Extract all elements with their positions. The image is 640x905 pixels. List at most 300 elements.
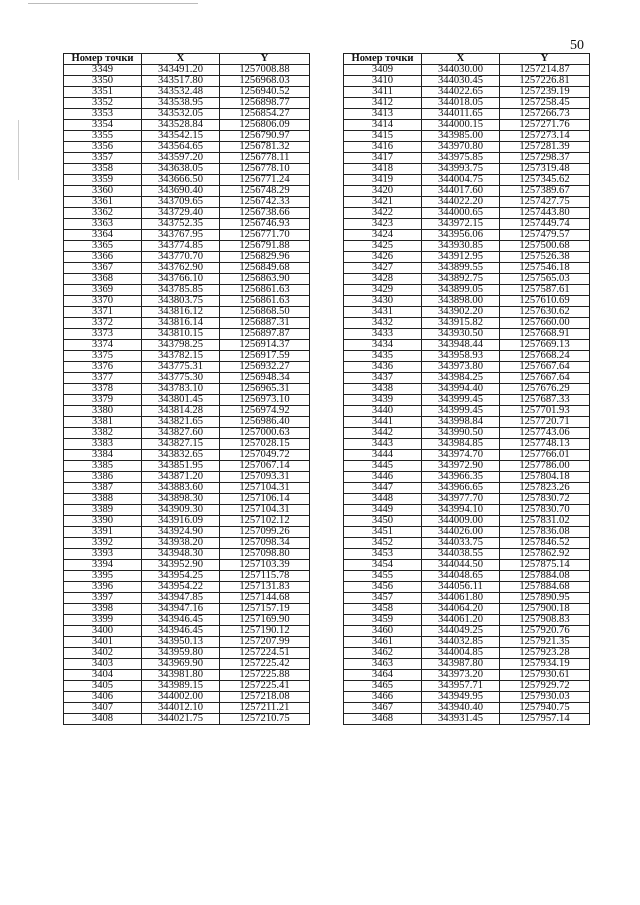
point-number-cell: 3414 [344,120,422,131]
y-coordinate-cell: 1257102.12 [220,516,310,527]
table-row [64,76,310,87]
point-number-cell: 3437 [344,373,422,384]
table-row [64,593,310,604]
y-coordinate-cell: 1257687.33 [500,395,590,406]
x-coordinate-cell: 343517.80 [142,76,220,87]
x-coordinate-cell: 343851.95 [142,461,220,472]
x-coordinate-cell: 343899.55 [422,263,500,274]
table-row [64,472,310,483]
table-row [64,197,310,208]
x-coordinate-cell: 343899.05 [422,285,500,296]
table-row [344,274,590,285]
table-row [64,208,310,219]
point-number-cell: 3428 [344,274,422,285]
table-row [344,362,590,373]
y-coordinate-cell: 1257226.81 [500,76,590,87]
y-coordinate-cell: 1257830.72 [500,494,590,505]
x-coordinate-cell: 343970.80 [422,142,500,153]
y-coordinate-cell: 1257211.21 [220,703,310,714]
x-coordinate-cell: 343947.85 [142,593,220,604]
x-coordinate-cell: 343954.25 [142,571,220,582]
point-number-cell: 3398 [64,604,142,615]
table-row [344,560,590,571]
y-coordinate-cell: 1257239.19 [500,87,590,98]
table-row [344,472,590,483]
point-number-cell: 3349 [64,65,142,76]
x-coordinate-cell: 343491.20 [142,65,220,76]
y-coordinate-cell: 1257098.80 [220,549,310,560]
table-row [64,615,310,626]
point-number-cell: 3446 [344,472,422,483]
x-coordinate-cell: 343994.40 [422,384,500,395]
x-coordinate-cell: 343972.15 [422,219,500,230]
x-coordinate-cell: 343950.13 [142,637,220,648]
table-row [64,538,310,549]
table-row [64,109,310,120]
y-coordinate-cell: 1256746.93 [220,219,310,230]
x-coordinate-cell: 343957.71 [422,681,500,692]
point-number-cell: 3465 [344,681,422,692]
x-coordinate-cell: 343871.20 [142,472,220,483]
table-row [64,164,310,175]
point-number-cell: 3426 [344,252,422,263]
x-coordinate-cell: 343638.05 [142,164,220,175]
table-row [344,395,590,406]
x-coordinate-cell: 344061.80 [422,593,500,604]
header-point: Номер точки [344,54,422,65]
y-coordinate-cell: 1257298.37 [500,153,590,164]
y-coordinate-cell: 1256863.90 [220,274,310,285]
table-row [64,285,310,296]
x-coordinate-cell: 343985.00 [422,131,500,142]
y-coordinate-cell: 1257610.69 [500,296,590,307]
y-coordinate-cell: 1257104.31 [220,483,310,494]
table-row [344,483,590,494]
table-row [64,351,310,362]
table-row [64,329,310,340]
table-row [344,175,590,186]
x-coordinate-cell: 344030.00 [422,65,500,76]
point-number-cell: 3429 [344,285,422,296]
point-number-cell: 3454 [344,560,422,571]
y-coordinate-cell: 1257875.14 [500,560,590,571]
table-row [64,252,310,263]
y-coordinate-cell: 1257565.03 [500,274,590,285]
table-row [344,428,590,439]
x-coordinate-cell: 343981.80 [142,670,220,681]
table-row [64,549,310,560]
x-coordinate-cell: 343709.65 [142,197,220,208]
point-number-cell: 3388 [64,494,142,505]
table-row [64,604,310,615]
table-row [344,516,590,527]
x-coordinate-cell: 343538.95 [142,98,220,109]
x-coordinate-cell: 343987.80 [422,659,500,670]
x-coordinate-cell: 343947.16 [142,604,220,615]
point-number-cell: 3387 [64,483,142,494]
y-coordinate-cell: 1256914.37 [220,340,310,351]
y-coordinate-cell: 1257668.24 [500,351,590,362]
y-coordinate-cell: 1257214.87 [500,65,590,76]
table-row [344,241,590,252]
point-number-cell: 3459 [344,615,422,626]
x-coordinate-cell: 344017.60 [422,186,500,197]
point-number-cell: 3468 [344,714,422,725]
table-row [64,241,310,252]
y-coordinate-cell: 1257743.06 [500,428,590,439]
table-row [64,681,310,692]
y-coordinate-cell: 1257389.67 [500,186,590,197]
y-coordinate-cell: 1257319.48 [500,164,590,175]
table-row [344,615,590,626]
table-row [64,153,310,164]
y-coordinate-cell: 1256781.32 [220,142,310,153]
x-coordinate-cell: 343832.65 [142,450,220,461]
table-row [64,428,310,439]
table-row [344,703,590,714]
x-coordinate-cell: 343999.45 [422,395,500,406]
table-row [344,131,590,142]
y-coordinate-cell: 1257225.41 [220,681,310,692]
y-coordinate-cell: 1257103.39 [220,560,310,571]
table-row [64,560,310,571]
table-row [64,626,310,637]
point-number-cell: 3462 [344,648,422,659]
y-coordinate-cell: 1257940.75 [500,703,590,714]
table-header-row [344,54,590,65]
y-coordinate-cell: 1257224.51 [220,648,310,659]
scan-edge-line [28,3,198,4]
y-coordinate-cell: 1257099.26 [220,527,310,538]
x-coordinate-cell: 343912.95 [422,252,500,263]
table-header-row [64,54,310,65]
x-coordinate-cell: 343729.40 [142,208,220,219]
y-coordinate-cell: 1257786.00 [500,461,590,472]
y-coordinate-cell: 1257660.00 [500,318,590,329]
x-coordinate-cell: 344026.00 [422,527,500,538]
point-number-cell: 3360 [64,186,142,197]
x-coordinate-cell: 344033.75 [422,538,500,549]
table-row [64,406,310,417]
x-coordinate-cell: 343816.12 [142,307,220,318]
table-row [344,340,590,351]
point-number-cell: 3455 [344,571,422,582]
table-row [64,692,310,703]
x-coordinate-cell: 343752.35 [142,219,220,230]
y-coordinate-cell: 1256861.63 [220,285,310,296]
point-number-cell: 3351 [64,87,142,98]
point-number-cell: 3392 [64,538,142,549]
table-row [344,714,590,725]
x-coordinate-cell: 343958.93 [422,351,500,362]
x-coordinate-cell: 344061.20 [422,615,500,626]
table-row [64,439,310,450]
x-coordinate-cell: 343966.35 [422,472,500,483]
y-coordinate-cell: 1257830.70 [500,505,590,516]
table-row [64,373,310,384]
point-number-cell: 3367 [64,263,142,274]
table-row [64,98,310,109]
y-coordinate-cell: 1256932.27 [220,362,310,373]
x-coordinate-cell: 343940.40 [422,703,500,714]
table-row [64,384,310,395]
x-coordinate-cell: 344000.15 [422,120,500,131]
x-coordinate-cell: 343810.15 [142,329,220,340]
table-row [344,681,590,692]
point-number-cell: 3450 [344,516,422,527]
x-coordinate-cell: 343909.30 [142,505,220,516]
table-row [64,670,310,681]
x-coordinate-cell: 343774.85 [142,241,220,252]
y-coordinate-cell: 1257273.14 [500,131,590,142]
x-coordinate-cell: 343775.30 [142,373,220,384]
point-number-cell: 3397 [64,593,142,604]
table-row [64,175,310,186]
point-number-cell: 3375 [64,351,142,362]
table-row [344,164,590,175]
point-number-cell: 3405 [64,681,142,692]
y-coordinate-cell: 1257831.02 [500,516,590,527]
y-coordinate-cell: 1257748.13 [500,439,590,450]
y-coordinate-cell: 1256771.24 [220,175,310,186]
y-coordinate-cell: 1257000.63 [220,428,310,439]
point-number-cell: 3427 [344,263,422,274]
y-coordinate-cell: 1256829.96 [220,252,310,263]
point-number-cell: 3352 [64,98,142,109]
point-number-cell: 3439 [344,395,422,406]
y-coordinate-cell: 1257957.14 [500,714,590,725]
y-coordinate-cell: 1256986.40 [220,417,310,428]
point-number-cell: 3431 [344,307,422,318]
table-row [64,450,310,461]
x-coordinate-cell: 343766.10 [142,274,220,285]
table-row [64,307,310,318]
point-number-cell: 3379 [64,395,142,406]
y-coordinate-cell: 1257115.78 [220,571,310,582]
y-coordinate-cell: 1256791.88 [220,241,310,252]
y-coordinate-cell: 1256968.03 [220,76,310,87]
x-coordinate-cell: 343883.60 [142,483,220,494]
y-coordinate-cell: 1256940.52 [220,87,310,98]
point-number-cell: 3391 [64,527,142,538]
table-row [64,714,310,725]
table-row [64,571,310,582]
y-coordinate-cell: 1257884.08 [500,571,590,582]
point-number-cell: 3371 [64,307,142,318]
table-row [64,516,310,527]
table-row [344,505,590,516]
x-coordinate-cell: 343898.30 [142,494,220,505]
table-row [344,527,590,538]
x-coordinate-cell: 343994.10 [422,505,500,516]
point-number-cell: 3406 [64,692,142,703]
x-coordinate-cell: 343532.48 [142,87,220,98]
point-number-cell: 3438 [344,384,422,395]
x-coordinate-cell: 343924.90 [142,527,220,538]
y-coordinate-cell: 1257443.80 [500,208,590,219]
point-number-cell: 3418 [344,164,422,175]
y-coordinate-cell: 1257106.14 [220,494,310,505]
x-coordinate-cell: 343801.45 [142,395,220,406]
y-coordinate-cell: 1257008.88 [220,65,310,76]
x-coordinate-cell: 343974.70 [422,450,500,461]
table-row [344,318,590,329]
table-row [64,637,310,648]
point-number-cell: 3353 [64,109,142,120]
x-coordinate-cell: 343782.15 [142,351,220,362]
table-row [344,406,590,417]
y-coordinate-cell: 1257225.42 [220,659,310,670]
x-coordinate-cell: 344018.05 [422,98,500,109]
point-number-cell: 3409 [344,65,422,76]
y-coordinate-cell: 1257028.15 [220,439,310,450]
point-number-cell: 3354 [64,120,142,131]
y-coordinate-cell: 1257676.29 [500,384,590,395]
x-coordinate-cell: 343948.30 [142,549,220,560]
x-coordinate-cell: 344049.25 [422,626,500,637]
table-row [344,252,590,263]
header-x: X [422,54,500,65]
x-coordinate-cell: 343597.20 [142,153,220,164]
point-number-cell: 3373 [64,329,142,340]
y-coordinate-cell: 1257630.62 [500,307,590,318]
y-coordinate-cell: 1257225.88 [220,670,310,681]
table-row [64,131,310,142]
table-row [344,637,590,648]
point-number-cell: 3407 [64,703,142,714]
point-number-cell: 3386 [64,472,142,483]
y-coordinate-cell: 1257049.72 [220,450,310,461]
table-row [64,65,310,76]
x-coordinate-cell: 343959.80 [142,648,220,659]
table-row [64,318,310,329]
point-number-cell: 3411 [344,87,422,98]
y-coordinate-cell: 1256948.34 [220,373,310,384]
point-number-cell: 3419 [344,175,422,186]
y-coordinate-cell: 1256742.33 [220,197,310,208]
table-row [344,296,590,307]
point-number-cell: 3358 [64,164,142,175]
table-row [344,87,590,98]
x-coordinate-cell: 343969.90 [142,659,220,670]
y-coordinate-cell: 1257131.83 [220,582,310,593]
table-row [64,417,310,428]
y-coordinate-cell: 1256898.77 [220,98,310,109]
point-number-cell: 3443 [344,439,422,450]
x-coordinate-cell: 344009.00 [422,516,500,527]
table-row [64,505,310,516]
y-coordinate-cell: 1257098.34 [220,538,310,549]
table-row [344,285,590,296]
point-number-cell: 3461 [344,637,422,648]
point-number-cell: 3452 [344,538,422,549]
table-row [344,120,590,131]
table-row [344,373,590,384]
x-coordinate-cell: 344048.65 [422,571,500,582]
point-number-cell: 3442 [344,428,422,439]
header-x: X [142,54,220,65]
table-row [64,483,310,494]
point-number-cell: 3420 [344,186,422,197]
x-coordinate-cell: 343542.15 [142,131,220,142]
x-coordinate-cell: 343938.20 [142,538,220,549]
x-coordinate-cell: 343946.45 [142,626,220,637]
y-coordinate-cell: 1257846.52 [500,538,590,549]
point-number-cell: 3417 [344,153,422,164]
table-row [344,142,590,153]
point-number-cell: 3361 [64,197,142,208]
x-coordinate-cell: 343999.45 [422,406,500,417]
table-row [344,98,590,109]
point-number-cell: 3364 [64,230,142,241]
point-number-cell: 3396 [64,582,142,593]
table-row [344,571,590,582]
point-number-cell: 3451 [344,527,422,538]
y-coordinate-cell: 1257900.18 [500,604,590,615]
table-row [344,439,590,450]
x-coordinate-cell: 344022.65 [422,87,500,98]
table-row [64,395,310,406]
point-number-cell: 3383 [64,439,142,450]
y-coordinate-cell: 1256738.66 [220,208,310,219]
x-coordinate-cell: 343984.25 [422,373,500,384]
y-coordinate-cell: 1257862.92 [500,549,590,560]
y-coordinate-cell: 1257218.08 [220,692,310,703]
table-row [344,417,590,428]
point-number-cell: 3402 [64,648,142,659]
point-number-cell: 3432 [344,318,422,329]
x-coordinate-cell: 343949.95 [422,692,500,703]
y-coordinate-cell: 1257667.64 [500,362,590,373]
point-number-cell: 3374 [64,340,142,351]
point-number-cell: 3424 [344,230,422,241]
table-row [344,186,590,197]
x-coordinate-cell: 343975.85 [422,153,500,164]
table-row [344,76,590,87]
table-row [344,153,590,164]
x-coordinate-cell: 343690.40 [142,186,220,197]
table-row [344,582,590,593]
x-coordinate-cell: 344011.65 [422,109,500,120]
y-coordinate-cell: 1257093.31 [220,472,310,483]
point-number-cell: 3393 [64,549,142,560]
table-row [344,65,590,76]
y-coordinate-cell: 1257190.12 [220,626,310,637]
point-number-cell: 3390 [64,516,142,527]
x-coordinate-cell: 344044.50 [422,560,500,571]
x-coordinate-cell: 343814.28 [142,406,220,417]
point-number-cell: 3355 [64,131,142,142]
point-number-cell: 3380 [64,406,142,417]
point-number-cell: 3356 [64,142,142,153]
table-row [64,461,310,472]
x-coordinate-cell: 343984.85 [422,439,500,450]
y-coordinate-cell: 1256965.31 [220,384,310,395]
point-number-cell: 3401 [64,637,142,648]
point-number-cell: 3362 [64,208,142,219]
point-number-cell: 3359 [64,175,142,186]
x-coordinate-cell: 344038.55 [422,549,500,560]
y-coordinate-cell: 1257667.64 [500,373,590,384]
table-row [64,186,310,197]
y-coordinate-cell: 1256778.11 [220,153,310,164]
point-number-cell: 3403 [64,659,142,670]
y-coordinate-cell: 1257929.72 [500,681,590,692]
point-number-cell: 3463 [344,659,422,670]
table-row [344,692,590,703]
table-row [64,703,310,714]
point-number-cell: 3447 [344,483,422,494]
